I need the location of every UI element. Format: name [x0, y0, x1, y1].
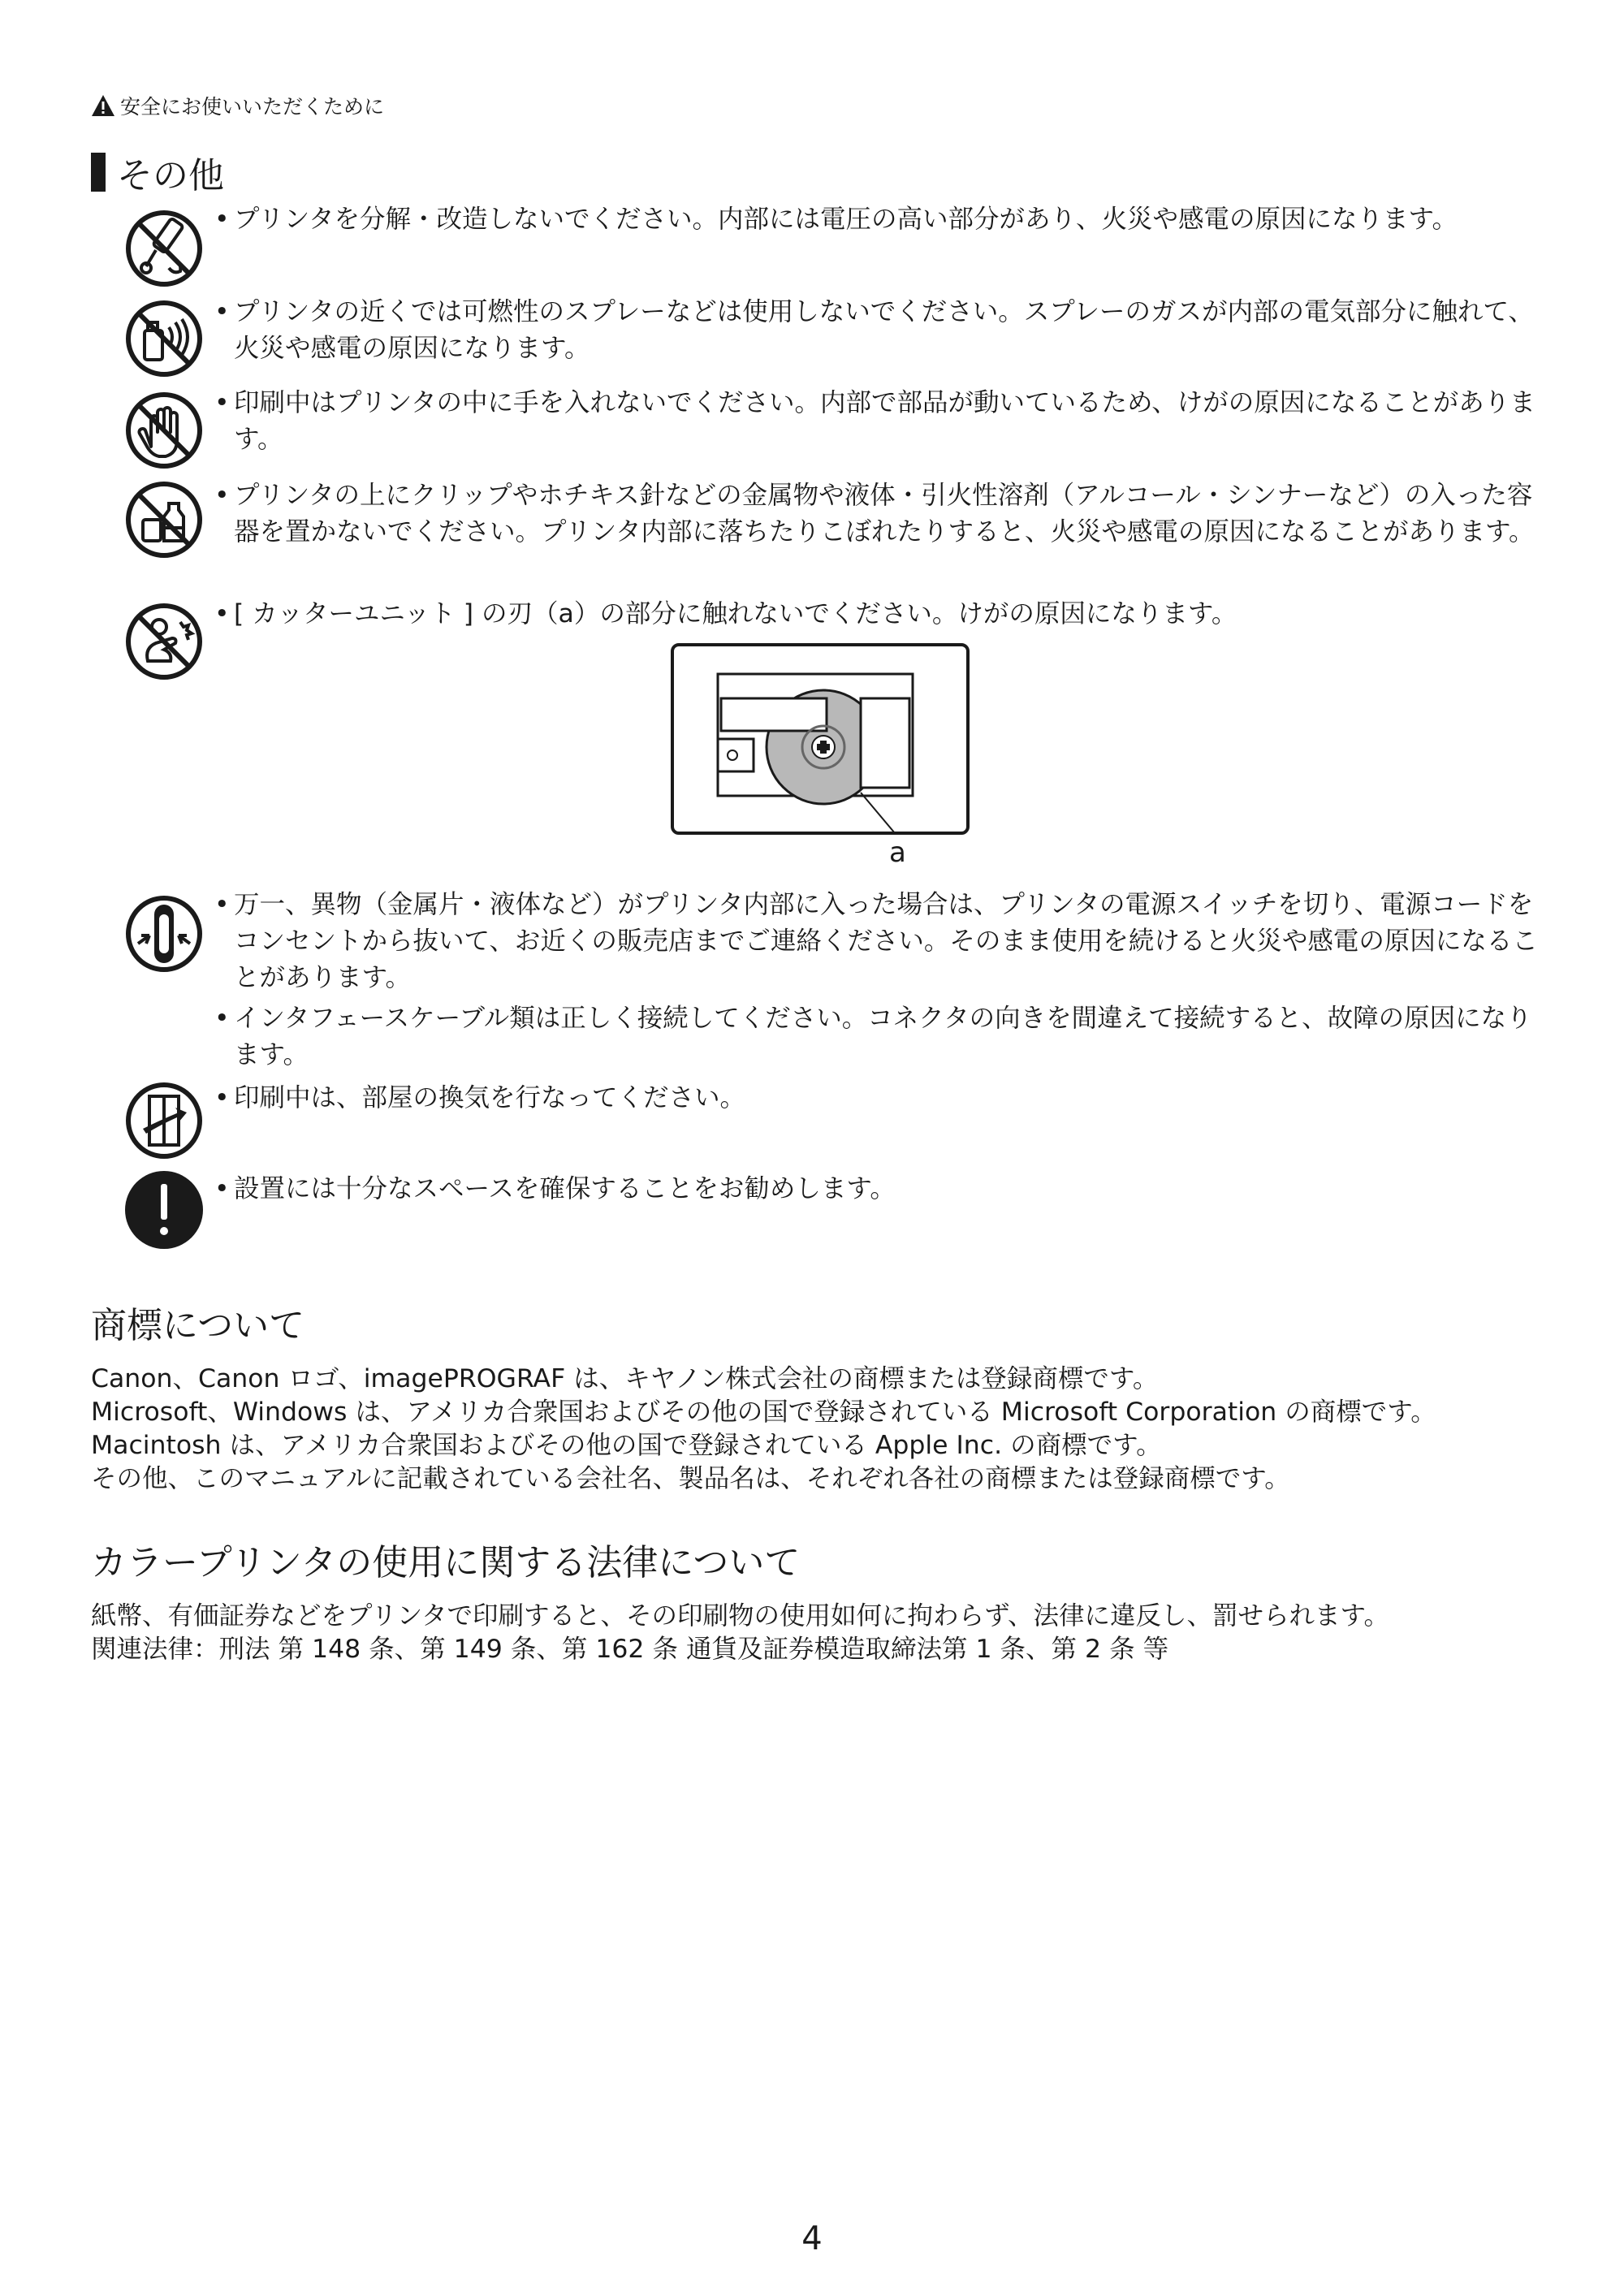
- list-item: • インタフェースケーブル類は正しく接続してください。コネクタの向きを間違えて接続すると、故障の原因になります。: [234, 1000, 1557, 1074]
- law-line: 紙幣、有価証券などをプリンタで印刷すると、その印刷物の使用如何に拘わらず、法律に違反し、罰せられます。: [91, 1601, 1389, 1631]
- trademark-line: その他、このマニュアルに記載されている会社名、製品名は、それぞれ各社の商標または登録商標です。: [91, 1464, 1290, 1493]
- bullet: •: [214, 388, 230, 417]
- law-text: [91, 1600, 1553, 1666]
- list-item: • プリンタの上にクリップやホチキス針などの金属物や液体・引火性溶剤（アルコール・シンナーなど）の入った容器を置かないでください。プリンタ内部に落ちたりこぼれたりすると、火災や感電の原因になることがあります。: [234, 477, 1557, 551]
- running-header: [91, 91, 384, 120]
- trademark-line: Macintosh は、アメリカ合衆国およびその他の国で登録されている Apple Inc. の商標です。: [91, 1431, 1162, 1460]
- trademarks-text: [91, 1363, 1553, 1496]
- bullet: •: [214, 1004, 230, 1033]
- no-spray-icon: [123, 298, 205, 379]
- no-liquid-container-icon: [123, 479, 205, 560]
- list-item: • プリンタを分解・改造しないでください。内部には電圧の高い部分があり、火災や感電の原因になります。: [234, 201, 1557, 238]
- trademarks-title: 商標について: [91, 1305, 305, 1346]
- section-title-bar: [91, 153, 106, 192]
- trademark-line: Microsoft、Windows は、アメリカ合衆国およびその他の国で登録されている Microsoft Corporation の商標です。: [91, 1398, 1436, 1427]
- no-touch-blade-icon: [123, 601, 205, 682]
- header-text: 安全にお使いいただくために: [120, 95, 385, 119]
- bullet: •: [214, 1083, 230, 1112]
- page-number: 4: [801, 2220, 823, 2257]
- no-hand-icon: [123, 390, 205, 471]
- section-title-text: その他: [117, 155, 224, 197]
- list-item: • 万一、異物（金属片・液体など）がプリンタ内部に入った場合は、プリンタの電源スイッチを切り、電源コードをコンセントから抜いて、お近くの販売店までご連絡ください。そのまま使用を続けると火災や感電の原因になることがあります。: [234, 887, 1557, 996]
- no-disassembly-icon: [123, 208, 205, 289]
- list-item: • 印刷中は、部屋の換気を行なってください。: [234, 1080, 1557, 1117]
- ventilation-icon: [123, 1080, 205, 1161]
- bullet: •: [214, 297, 230, 326]
- bullet: •: [214, 205, 230, 234]
- list-item: • [ カッターユニット ] の刃（a）の部分に触れないでください。けがの原因になります。: [234, 596, 1557, 633]
- trademark-line: Canon、Canon ロゴ、imagePROGRAF は、キヤノン株式会社の商標または登録商標です。: [91, 1364, 1159, 1393]
- cutter-unit-figure: [669, 642, 971, 836]
- section-title: [91, 146, 224, 198]
- bullet: •: [214, 599, 230, 629]
- list-item: • 設置には十分なスペースを確保することをお勧めします。: [234, 1171, 1557, 1207]
- figure-label-a: a: [889, 836, 906, 869]
- bullet: •: [214, 481, 230, 510]
- list-item: • プリンタの近くでは可燃性のスプレーなどは使用しないでください。スプレーのガスが内部の電気部分に触れて、火災や感電の原因になります。: [234, 294, 1557, 367]
- warning-triangle-icon: [91, 94, 115, 117]
- law-title: カラープリンタの使用に関する法律について: [91, 1542, 801, 1583]
- bullet: •: [214, 1174, 230, 1203]
- unplug-icon: [123, 893, 205, 974]
- bullet: •: [214, 890, 230, 919]
- law-line: 関連法律：刑法 第 148 条、第 149 条、第 162 条 通貨及証券模造取締法第 1 条、第 2 条 等: [91, 1635, 1169, 1664]
- exclamation-icon: [123, 1169, 205, 1251]
- list-item: • 印刷中はプリンタの中に手を入れないでください。内部で部品が動いているため、けがの原因になることがあります。: [234, 385, 1557, 458]
